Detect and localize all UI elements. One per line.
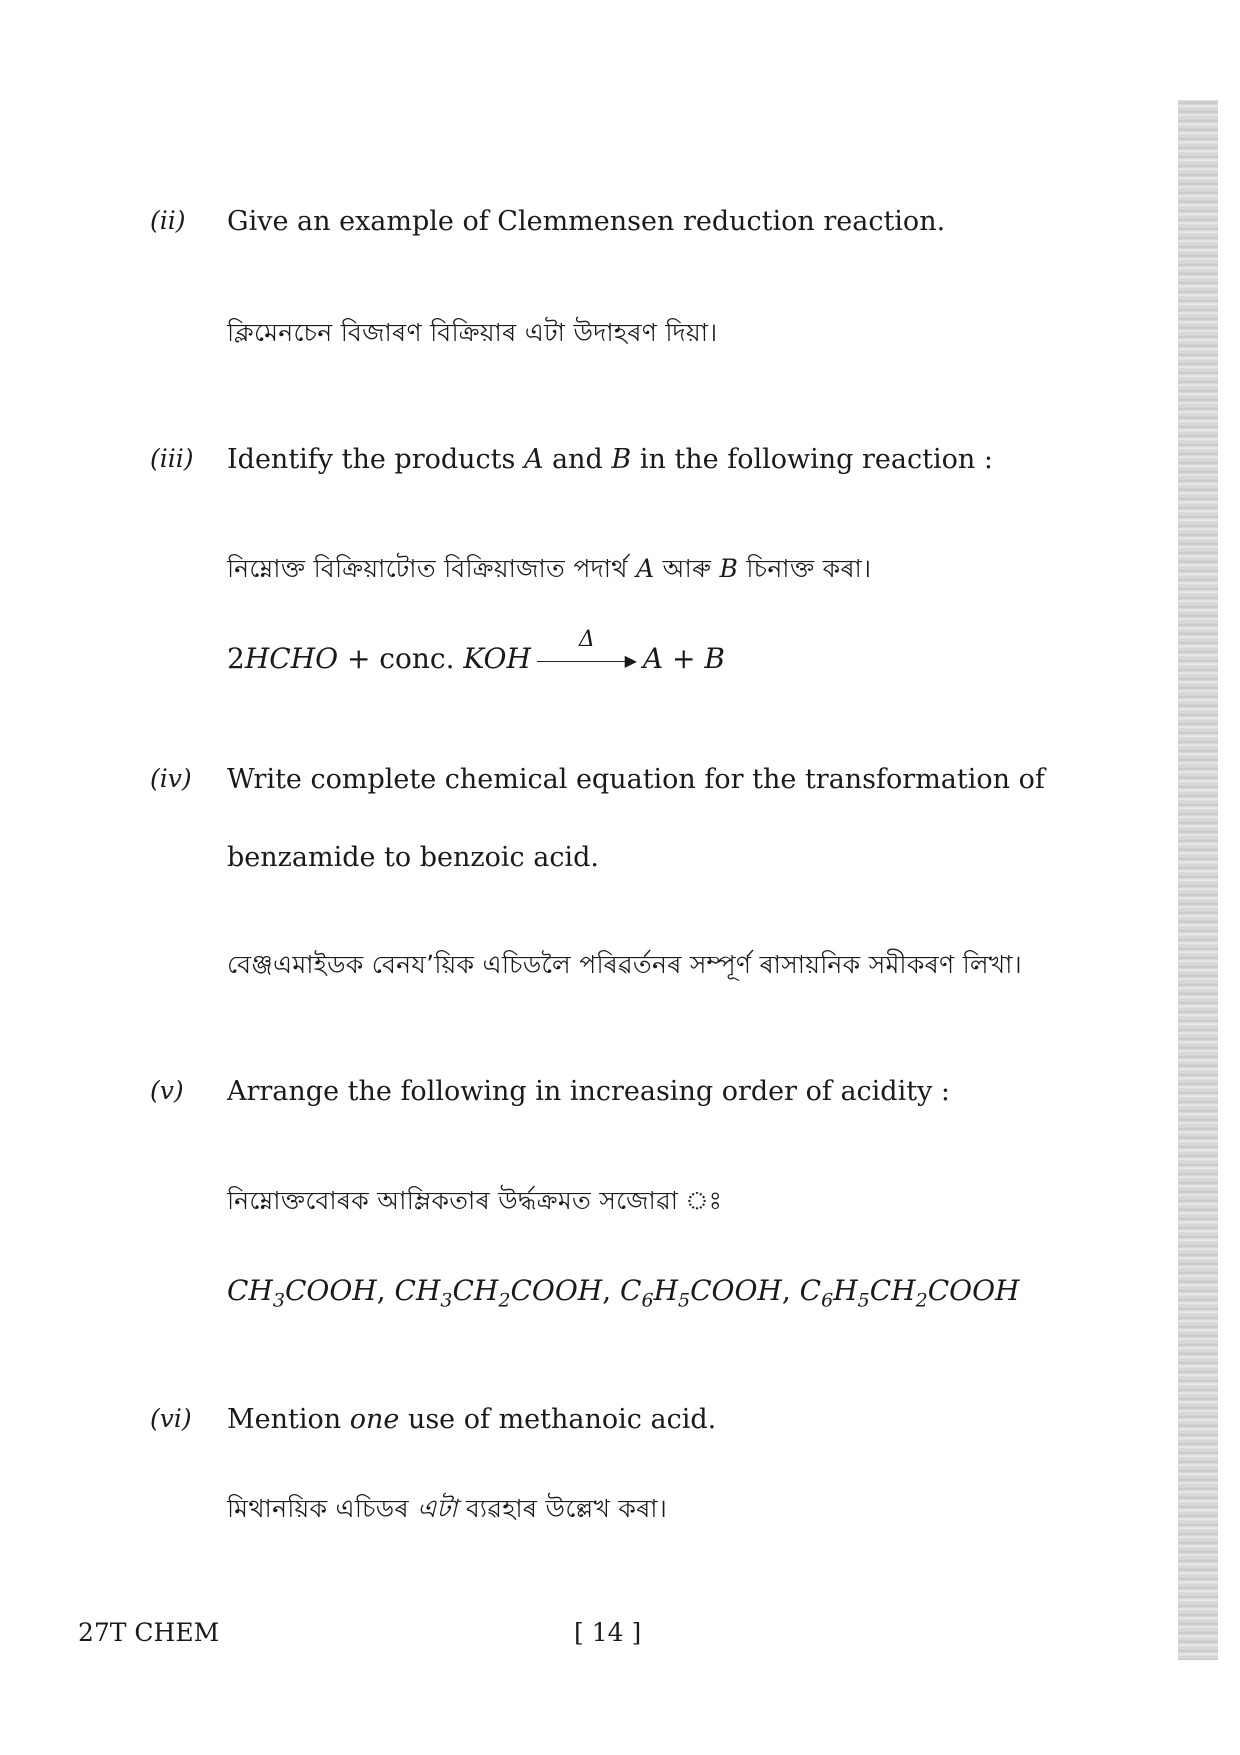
question-text-bn: নিম্নোক্তবোৰক আম্লিকতাৰ উৰ্দ্ধক্ৰমত সজোৱা ঃ [227, 1186, 723, 1215]
exam-page: (ii) Give an example of Clemmensen reduction reaction. ক্লিমেনচেন বিজাৰণ বিক্ৰিয়াৰ এটা উদাহৰণ দিয়া। (iii) Identify the products A and B in the following reaction : নিম্নোক্ত বিক্ৰিয়াটোত বিক্ৰিয়াজাত পদাৰ্থ A আৰু B চিনাক্ত কৰা। 2HCHO + conc. KOH ▶ Δ A + B (iv) Write complete chemical equation for the transformation of benzamide to benzoic acid. বেঞ্জএমাইডক বেনযʼয়িক এচিডলৈ পৰিৱৰ্তনৰ সম্পূৰ্ণ ৰাসায়নিক সমীকৰণ লিখা। (v) Arrange the following in increasing order of acidity : নিম্নোক্তবোৰক আম্লিকতাৰ উৰ্দ্ধক্ৰমত সজোৱা ঃ $CH_3COOH$, $CH_3CH_2COOH$, $C_6H_5COOH$, $C_6H_5CH_2COOH$ (vi) Mention one use of methanoic acid. মিথানয়িক এচিডৰ এটা ব্যৱহাৰ উল্লেখ কৰা। 27T CHEM [ 14 ] [0, 0, 1240, 1755]
question-text-bn: নিম্নোক্ত বিক্ৰিয়াটোত বিক্ৰিয়াজাত পদাৰ্থ A আৰু B চিনাক্ত কৰা। [227, 554, 872, 583]
question-number: (iii) [150, 444, 194, 473]
question-text-en: Write complete chemical equation for the transformation of [227, 764, 1045, 795]
question-number: (ii) [150, 206, 186, 235]
question-text-en: Arrange the following in increasing order of acidity : [227, 1076, 951, 1107]
question-text-en: Identify the products A and B in the following reaction : [227, 444, 993, 475]
reaction-arrow: ▶ Δ [537, 651, 637, 671]
scanned-page-edge [1178, 100, 1218, 1660]
question-text-bn: বেঞ্জএমাইডক বেনযʼয়িক এচিডলৈ পৰিৱৰ্তনৰ সম্পূৰ্ণ ৰাসায়নিক সমীকৰণ লিখা। [227, 950, 1022, 979]
page-number: [ 14 ] [574, 1618, 642, 1647]
question-text-en: Mention one use of methanoic acid. [227, 1404, 717, 1435]
question-text-bn: ক্লিমেনচেন বিজাৰণ বিক্ৰিয়াৰ এটা উদাহৰণ দিয়া। [227, 318, 718, 347]
heat-symbol: Δ [578, 626, 595, 652]
question-number: (vi) [150, 1404, 192, 1433]
question-text-en-cont: benzamide to benzoic acid. [227, 842, 599, 873]
paper-code: 27T CHEM [78, 1618, 220, 1647]
compound-list-text: $CH_3COOH$, $CH_3CH_2COOH$, $C_6H_5COOH$, $C_6H_5CH_2COOH$ [227, 1274, 1020, 1312]
question-number: (iv) [150, 764, 192, 793]
question-text-bn: মিথানয়িক এচিডৰ এটা ব্যৱহাৰ উল্লেখ কৰা। [227, 1494, 668, 1523]
question-number: (v) [150, 1076, 184, 1105]
question-text-en: Give an example of Clemmensen reduction reaction. [227, 206, 946, 237]
